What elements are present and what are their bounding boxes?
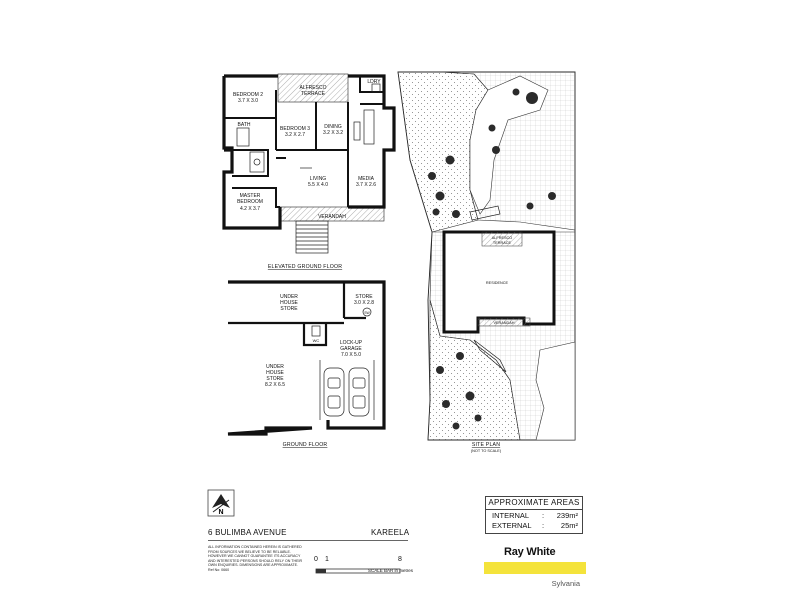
label-living-dim: 5.5 X 4.0 bbox=[307, 182, 329, 188]
label-living: LIVING bbox=[309, 176, 327, 182]
label-under-house-2: HOUSE bbox=[280, 300, 298, 306]
label-lockup-dim: 7.0 X 5.0 bbox=[340, 352, 362, 358]
label-bath: BATH bbox=[237, 122, 251, 128]
label-bedroom-2: BEDROOM 2 bbox=[232, 92, 264, 98]
site-plan-subtitle: (NOT TO SCALE) bbox=[470, 449, 502, 453]
label-dining: DINING bbox=[324, 124, 342, 130]
internal-colon: : bbox=[542, 511, 545, 520]
label-sw: SW bbox=[364, 311, 370, 315]
site-label-alfresco: ALFRESCO bbox=[491, 236, 513, 240]
label-under-house-big-2: HOUSE bbox=[266, 370, 284, 376]
label-ldry: LDRY bbox=[367, 79, 381, 85]
label-master-dim: 4.2 X 3.7 bbox=[239, 206, 261, 212]
label-verandah: VERANDAH bbox=[318, 214, 346, 220]
label-bedroom-3-dim: 3.2 X 2.7 bbox=[284, 132, 306, 138]
label-bedroom-3: BEDROOM 3 bbox=[279, 126, 311, 132]
internal-value: 239m² bbox=[556, 511, 578, 520]
label-under-house-3: STORE bbox=[280, 306, 298, 312]
external-label: EXTERNAL bbox=[492, 521, 532, 530]
label-dining-dim: 3.2 X 3.2 bbox=[322, 130, 344, 136]
areas-title: APPROXIMATE AREAS bbox=[486, 497, 582, 510]
label-media-dim: 3.7 X 2.6 bbox=[355, 182, 377, 188]
elevated-ground-floor-title: ELEVATED GROUND FLOOR bbox=[267, 264, 343, 270]
label-media: MEDIA bbox=[358, 176, 374, 182]
ray-white-logo bbox=[484, 546, 586, 588]
label-wc: WC bbox=[312, 338, 320, 343]
site-label-terrace: TERRACE bbox=[492, 241, 512, 245]
label-under-house-big-3: STORE bbox=[266, 376, 284, 382]
scale-tick-1: 1 bbox=[325, 556, 329, 563]
label-under-house-big-1: UNDER bbox=[266, 364, 284, 370]
area-row-external bbox=[492, 521, 578, 531]
approximate-areas-box bbox=[485, 496, 583, 534]
label-store-dim: 3.0 X 2.8 bbox=[353, 300, 375, 306]
label-master-1: MASTER bbox=[239, 193, 261, 199]
scale-caption: SCALE BAR in metres bbox=[368, 568, 414, 573]
north-compass bbox=[208, 490, 234, 516]
site-label-residence: RESIDENCE bbox=[485, 281, 509, 285]
label-under-house-1: UNDER bbox=[280, 294, 298, 300]
compass-letter: N bbox=[218, 509, 224, 516]
label-under-house-big-dim: 8.2 X 6.5 bbox=[264, 382, 286, 388]
label-alfresco: ALFRESCO bbox=[299, 85, 327, 91]
label-terrace: TERRACE bbox=[301, 91, 325, 97]
site-label-verandah: VERANDAH bbox=[493, 321, 515, 325]
label-store: STORE bbox=[355, 294, 373, 300]
label-lockup-1: LOCK-UP bbox=[339, 340, 363, 346]
ground-floor-plan bbox=[228, 282, 384, 448]
ground-floor-title: GROUND FLOOR bbox=[282, 442, 328, 448]
label-lockup-2: GARAGE bbox=[340, 346, 362, 352]
brand-office: Sylvania bbox=[551, 579, 580, 588]
address-divider bbox=[208, 540, 408, 541]
site-plan-title: SITE PLAN bbox=[471, 442, 501, 448]
property-address: 6 BULIMBA AVENUE bbox=[208, 528, 287, 537]
label-bedroom-2-dim: 3.7 X 3.0 bbox=[237, 98, 259, 104]
scale-tick-8: 8 bbox=[398, 556, 402, 563]
site-plan bbox=[398, 72, 575, 453]
brand-name: Ray White bbox=[504, 546, 556, 558]
disclaimer-text: ALL INFORMATION CONTAINED HEREIN IS GATHERED FROM SOURCES WE BELIEVE TO BE RELIABLE. HOWEVER WE CANNOT GUARANTEE ITS ACCURACY AND INTERESTED PERSONS SHOULD RELY ON THEIR OWN ENQUIRIES. DIMENSIONS ARE APPROXIMATE. Ref No: 0660 bbox=[208, 545, 303, 572]
property-suburb: KAREELA bbox=[371, 528, 410, 537]
brand-bar bbox=[484, 562, 586, 588]
area-row-internal bbox=[492, 511, 578, 521]
external-value: 25m² bbox=[560, 521, 578, 530]
external-colon: : bbox=[542, 521, 545, 530]
scale-tick-0: 0 bbox=[314, 556, 318, 563]
label-master-2: BEDROOM bbox=[237, 199, 263, 205]
internal-label: INTERNAL bbox=[492, 511, 530, 520]
elevated-ground-floor-plan bbox=[224, 74, 394, 270]
